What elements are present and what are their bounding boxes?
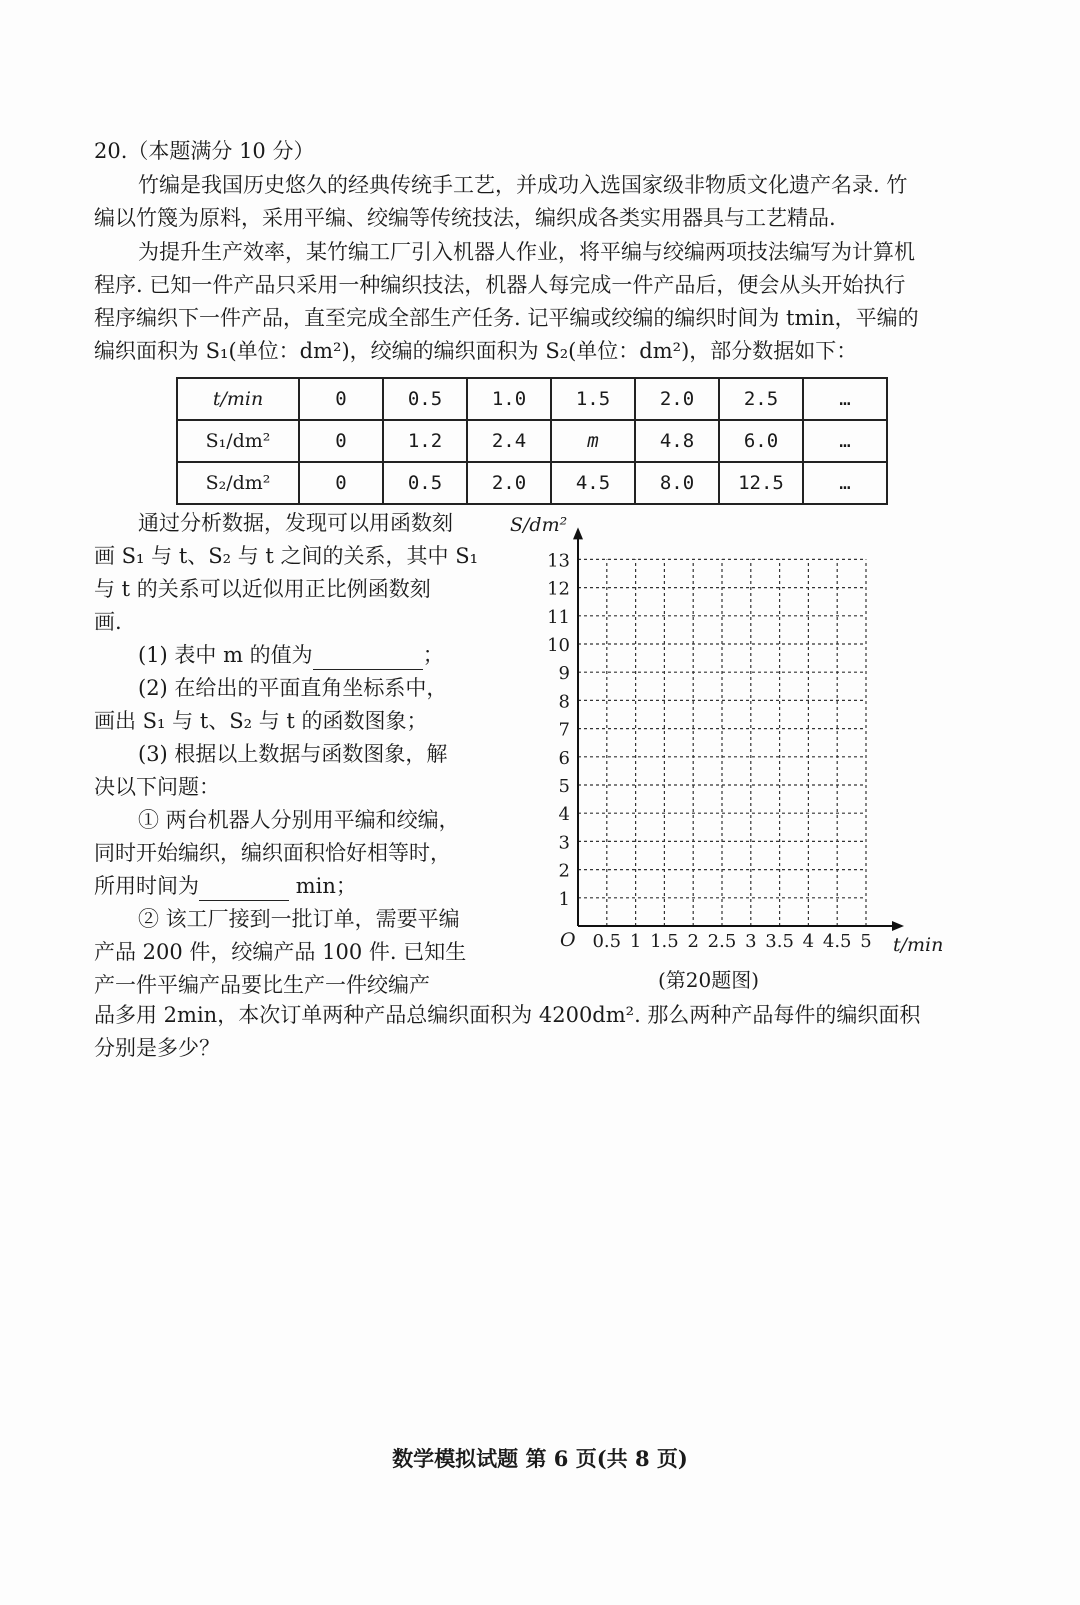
x-tick-label: 3.5	[765, 931, 794, 952]
left-line-2: 画 S₁ 与 t、S₂ 与 t 之间的关系，其中 S₁	[94, 544, 479, 568]
table-cell: 0	[299, 378, 383, 420]
table-cell: …	[803, 462, 887, 504]
para2-line-1: 为提升生产效率，某竹编工厂引入机器人作业，将平编与绞编两项技法编写为计算机	[138, 240, 915, 264]
table-cell: 1.0	[467, 378, 551, 420]
x-tick-label: 0.5	[592, 931, 622, 952]
table-cell: …	[803, 378, 887, 420]
y-tick-label: 5	[558, 776, 570, 797]
y-axis-arrow	[573, 527, 583, 539]
table-cell: 2.0	[635, 378, 719, 420]
left-line-1: 通过分析数据，发现可以用函数刻	[138, 511, 453, 535]
answer-blank-m[interactable]	[313, 647, 423, 670]
table-cell: 1.5	[551, 378, 635, 420]
left-line-3: 与 t 的关系可以近似用正比例函数刻	[94, 577, 431, 601]
intro-line-1: 竹编是我国历史悠久的经典传统手工艺，并成功入选国家级非物质文化遗产名录. 竹	[138, 173, 908, 197]
para2-line-4: 编织面积为 S₁(单位：dm²)，绞编的编织面积为 S₂(单位：dm²)，部分数据如下：	[94, 339, 858, 363]
y-tick-label: 10	[547, 635, 570, 656]
question-1-text: (1) 表中 m 的值为	[138, 643, 313, 667]
table-cell: 0	[299, 420, 383, 462]
para2-line-3: 程序编织下一件产品，直至完成全部生产任务. 记平编或绞编的编织时间为 tmin，平编的	[94, 306, 919, 330]
subq-1-line-2: 同时开始编织，编织面积恰好相等时，	[94, 841, 451, 865]
left-line-4: 画.	[94, 610, 122, 634]
x-tick-label: 5	[860, 931, 872, 952]
row-header-s1: S₁/dm²	[177, 420, 299, 462]
y-tick-label: 4	[558, 804, 570, 826]
problem-header: 20.（本题满分 10 分）	[94, 139, 315, 163]
y-tick-label: 11	[547, 606, 570, 628]
subq-1-text: 所用时间为	[94, 874, 199, 898]
data-table	[176, 377, 888, 505]
subq-1-line-1: ① 两台机器人分别用平编和绞编，	[138, 808, 460, 832]
table-row	[177, 420, 887, 462]
bottom-line-2: 分别是多少？	[94, 1036, 220, 1060]
intro-line-2: 编以竹篾为原料，采用平编、绞编等传统技法，编织成各类实用器具与工艺精品.	[94, 206, 836, 230]
table-row	[177, 462, 887, 504]
origin-label: O	[560, 929, 576, 951]
x-tick-label: 4.5	[822, 931, 852, 952]
table-cell: 1.2	[383, 420, 467, 462]
table-cell: 0.5	[383, 378, 467, 420]
question-1	[138, 640, 444, 670]
row-header-t: t/min	[177, 378, 299, 420]
page-footer: 数学模拟试题 第 6 页(共 8 页)	[392, 1446, 688, 1471]
answer-blank-time[interactable]	[199, 878, 289, 901]
table-cell: 2.4	[467, 420, 551, 462]
y-tick-label: 2	[558, 860, 570, 882]
question-3-line-2: 决以下问题：	[94, 775, 220, 799]
table-cell: 2.5	[719, 378, 803, 420]
question-1-suffix: ；	[422, 643, 444, 667]
table-cell: 0.5	[383, 462, 467, 504]
table-cell: 8.0	[635, 462, 719, 504]
coordinate-grid	[500, 505, 960, 995]
table-cell: 4.8	[635, 420, 719, 462]
subq-2-line-1: ② 该工厂接到一批订单，需要平编	[138, 907, 460, 931]
y-tick-label: 6	[558, 747, 570, 769]
question-2-line-2: 画出 S₁ 与 t、S₂ 与 t 的函数图象；	[94, 709, 428, 733]
subq-1-line-3	[94, 871, 357, 901]
subq-1-unit: min；	[295, 874, 357, 898]
row-header-s2: S₂/dm²	[177, 462, 299, 504]
x-tick-label: 2.5	[707, 931, 737, 952]
y-tick-label: 7	[558, 719, 570, 741]
subq-2-line-3: 产一件平编产品要比生产一件绞编产	[94, 973, 430, 997]
bottom-line-1: 品多用 2min，本次订单两种产品总编织面积为 4200dm². 那么两种产品每件的编织面积	[94, 1003, 921, 1027]
table-cell: …	[803, 420, 887, 462]
y-tick-label: 1	[558, 888, 570, 910]
x-axis-arrow	[892, 921, 904, 931]
table-cell: 0	[299, 462, 383, 504]
table-cell: 6.0	[719, 420, 803, 462]
x-tick-label: 3	[745, 931, 757, 952]
table-row	[177, 378, 887, 420]
subq-2-line-2: 产品 200 件，绞编产品 100 件. 已知生	[94, 940, 467, 964]
x-tick-label: 4	[802, 931, 815, 952]
question-2-line-1: (2) 在给出的平面直角坐标系中，	[138, 676, 448, 700]
question-3-line-1: (3) 根据以上数据与函数图象，解	[138, 742, 448, 766]
y-tick-label: 9	[558, 663, 570, 685]
para2-line-2: 程序. 已知一件产品只采用一种编织技法，机器人每完成一件产品后，便会从头开始执行	[94, 273, 906, 297]
y-axis-label: S/dm²	[510, 514, 568, 536]
table-cell: 12.5	[719, 462, 803, 504]
figure-caption: (第20题图)	[658, 968, 760, 992]
x-axis-label: t/min	[893, 934, 944, 956]
y-tick-label: 8	[558, 691, 570, 713]
table-cell-m: m	[551, 420, 635, 462]
y-tick-label: 12	[547, 578, 570, 600]
table-cell: 4.5	[551, 462, 635, 504]
x-tick-label: 2	[687, 931, 699, 952]
table-cell: 2.0	[467, 462, 551, 504]
x-tick-label: 1.5	[650, 931, 679, 952]
y-tick-label: 13	[547, 550, 570, 572]
y-tick-label: 3	[558, 832, 570, 854]
x-tick-label: 1	[629, 931, 642, 952]
